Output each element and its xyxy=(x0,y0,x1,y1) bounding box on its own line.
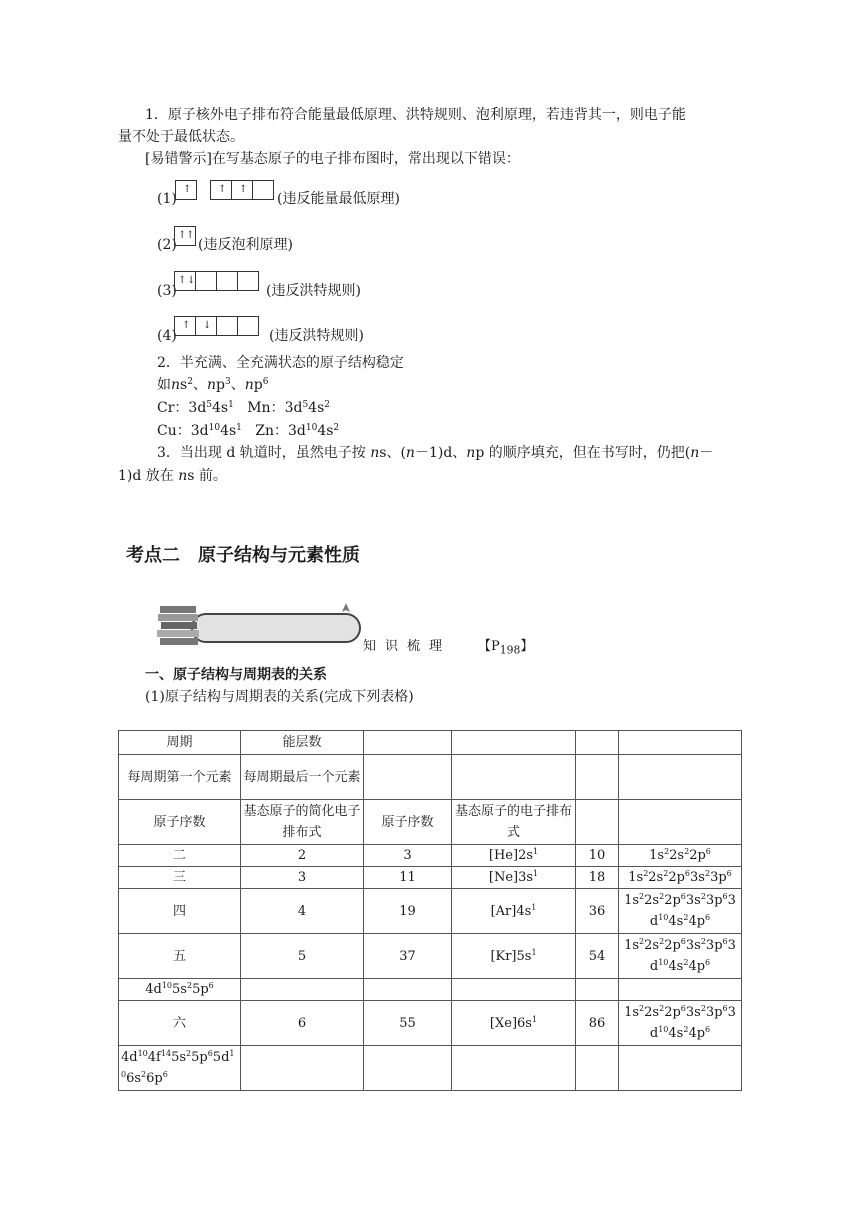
table-caption: (1)原子结构与周期表的关系(完成下列表格) xyxy=(145,689,414,705)
config-cell: $[Kr]5s^1$ xyxy=(452,934,576,979)
cu-zn-config: Cu：$3d^{10}4s^1$ Zn：$3d^{10}4s^2$ xyxy=(157,423,340,439)
orbital-box xyxy=(174,271,196,291)
empty-cell xyxy=(364,979,452,1001)
header-cell: 能层数 xyxy=(241,731,364,755)
header-cell xyxy=(619,731,742,755)
empty-cell xyxy=(452,1046,576,1091)
up-arrow-icon: ↑ xyxy=(186,230,195,241)
empty-cell xyxy=(241,1046,364,1091)
down-arrow-icon: ↓ xyxy=(203,320,212,331)
overflow-config-cell: $4d^{10}5s^25p^6$ xyxy=(119,979,241,1001)
error-2-orbital xyxy=(174,226,195,246)
atomic-number-cell: 3 xyxy=(364,845,452,867)
atomic-number-cell: 54 xyxy=(576,934,619,979)
paragraph-2-example: 如$ns^2$、$np^3$、$np^6$ xyxy=(157,377,269,393)
paragraph-2: 2．半充满、全充满状态的原子结构稳定 xyxy=(157,355,404,371)
up-arrow-icon: ↑ xyxy=(218,184,227,195)
error-3-note: (违反洪特规则) xyxy=(266,283,361,299)
shell-count-cell: 2 xyxy=(241,845,364,867)
table-row xyxy=(119,889,742,934)
table-row xyxy=(119,845,742,867)
error-1-s-orbital xyxy=(175,180,196,200)
header-cell xyxy=(576,731,619,755)
empty-cell xyxy=(576,979,619,1001)
paragraph-3-line-2: 1)d 放在 ns 前。 xyxy=(118,468,227,484)
orbital-box xyxy=(237,316,259,336)
error-4-orbital xyxy=(174,316,258,336)
orbital-box xyxy=(237,271,259,291)
error-1-p-orbital xyxy=(210,180,273,200)
header-cell xyxy=(364,755,452,800)
table-row xyxy=(119,934,742,979)
config-cell: $[Ar]4s^1$ xyxy=(452,889,576,934)
orbital-box xyxy=(231,180,253,200)
header-cell xyxy=(619,800,742,845)
page-reference: 【$P_{198}$】 xyxy=(478,639,534,657)
header-cell: 每周期第一个元素 xyxy=(119,755,241,800)
config-cell: $1s^22s^22p^63s^23p^63$ $d^{10}4s^24p^6$ xyxy=(619,889,742,934)
shell-count-cell: 4 xyxy=(241,889,364,934)
config-cell: $[He]2s^1$ xyxy=(452,845,576,867)
orbital-box xyxy=(174,226,196,246)
table-row xyxy=(119,1001,742,1046)
error-2-note: (违反泡利原理) xyxy=(198,237,293,253)
header-cell xyxy=(619,755,742,800)
orbital-box xyxy=(216,271,238,291)
header-cell xyxy=(452,731,576,755)
header-cell xyxy=(576,800,619,845)
subsection-heading: 一、原子结构与周期表的关系 xyxy=(145,667,327,683)
overflow-config-cell: $4d^{10}4f^{14}5s^25p^65d^1$ $^06s^26p^6$ xyxy=(119,1046,241,1091)
header-cell xyxy=(364,731,452,755)
up-arrow-icon: ↑ xyxy=(239,184,248,195)
banner-label: 知识梳理 xyxy=(363,639,452,654)
empty-cell xyxy=(576,1046,619,1091)
orbital-box xyxy=(252,180,274,200)
config-cell: $1s^22s^22p^63s^23p^6$ xyxy=(619,867,742,889)
up-arrow-icon: ↑ xyxy=(183,184,192,195)
header-cell: 原子序数 xyxy=(364,800,452,845)
error-1-note: (违反能量最低原理) xyxy=(277,191,400,207)
down-arrow-icon: ↓ xyxy=(187,275,196,286)
atomic-number-cell: 36 xyxy=(576,889,619,934)
atomic-number-cell: 55 xyxy=(364,1001,452,1046)
header-cell: 每周期最后一个元素 xyxy=(241,755,364,800)
period-cell: 四 xyxy=(119,889,241,934)
orbital-box xyxy=(216,316,238,336)
shell-count-cell: 5 xyxy=(241,934,364,979)
atomic-number-cell: 19 xyxy=(364,889,452,934)
section-title: 考点二 原子结构与元素性质 xyxy=(126,545,360,566)
header-cell xyxy=(452,755,576,800)
period-cell: 六 xyxy=(119,1001,241,1046)
atomic-number-cell: 37 xyxy=(364,934,452,979)
period-cell: 二 xyxy=(119,845,241,867)
period-cell: 五 xyxy=(119,934,241,979)
header-cell: 原子序数 xyxy=(119,800,241,845)
table-header-row-2 xyxy=(119,755,742,800)
periodic-structure-table xyxy=(118,730,742,1091)
table-header-row-1 xyxy=(119,731,742,755)
atomic-number-cell: 18 xyxy=(576,867,619,889)
table-row xyxy=(119,979,742,1001)
up-arrow-icon: ↑ xyxy=(178,275,187,286)
shell-count-cell: 6 xyxy=(241,1001,364,1046)
header-cell: 基态原子的电子排布式 xyxy=(452,800,576,845)
error-4-number: (4) xyxy=(157,328,177,344)
config-cell: $1s^22s^22p^63s^23p^63$ $d^{10}4s^24p^6$ xyxy=(619,934,742,979)
orbital-box xyxy=(175,180,197,200)
error-2-number: (2) xyxy=(157,237,177,253)
table-header-row-3 xyxy=(119,800,742,845)
orbital-box xyxy=(210,180,232,200)
error-1-number: (1) xyxy=(157,191,177,207)
orbital-box xyxy=(174,316,196,336)
orbital-box xyxy=(195,316,217,336)
empty-cell xyxy=(241,979,364,1001)
paragraph-3-line-1: 3．当出现 d 轨道时，虽然电子按 ns、(n－1)d、np 的顺序填充，但在书写时，仍把(n－ xyxy=(157,445,714,461)
error-4-note: (违反洪特规则) xyxy=(269,328,364,344)
paragraph-1-line-1: 1．原子核外电子排布符合能量最低原理、洪特规则、泡利原理，若违背其一，则电子能 xyxy=(145,107,686,123)
header-cell: 基态原子的简化电子排布式 xyxy=(241,800,364,845)
error-3-number: (3) xyxy=(157,283,177,299)
up-arrow-icon: ↑ xyxy=(178,230,187,241)
table-row xyxy=(119,867,742,889)
empty-cell xyxy=(619,979,742,1001)
orbital-box xyxy=(195,271,217,291)
config-cell: $[Xe]6s^1$ xyxy=(452,1001,576,1046)
error-3-orbital xyxy=(174,271,258,291)
atomic-number-cell: 86 xyxy=(576,1001,619,1046)
warning-note: [易错警示]在写基态原子的电子排布图时，常出现以下错误： xyxy=(145,151,520,167)
knowledge-banner-graphic xyxy=(156,600,366,648)
header-cell: 周期 xyxy=(119,731,241,755)
period-cell: 三 xyxy=(119,867,241,889)
atomic-number-cell: 10 xyxy=(576,845,619,867)
config-cell: $1s^22s^22p^63s^23p^63$ $d^{10}4s^24p^6$ xyxy=(619,1001,742,1046)
empty-cell xyxy=(619,1046,742,1091)
atomic-number-cell: 11 xyxy=(364,867,452,889)
shell-count-cell: 3 xyxy=(241,867,364,889)
paragraph-1-line-2: 量不处于最低状态。 xyxy=(118,129,244,145)
config-cell: $[Ne]3s^1$ xyxy=(452,867,576,889)
empty-cell xyxy=(364,1046,452,1091)
table-row xyxy=(119,1046,742,1091)
empty-cell xyxy=(452,979,576,1001)
config-cell: $1s^22s^22p^6$ xyxy=(619,845,742,867)
up-arrow-icon: ↑ xyxy=(182,320,191,331)
cr-mn-config: Cr：$3d^54s^1$ Mn：$3d^54s^2$ xyxy=(157,400,330,416)
header-cell xyxy=(576,755,619,800)
